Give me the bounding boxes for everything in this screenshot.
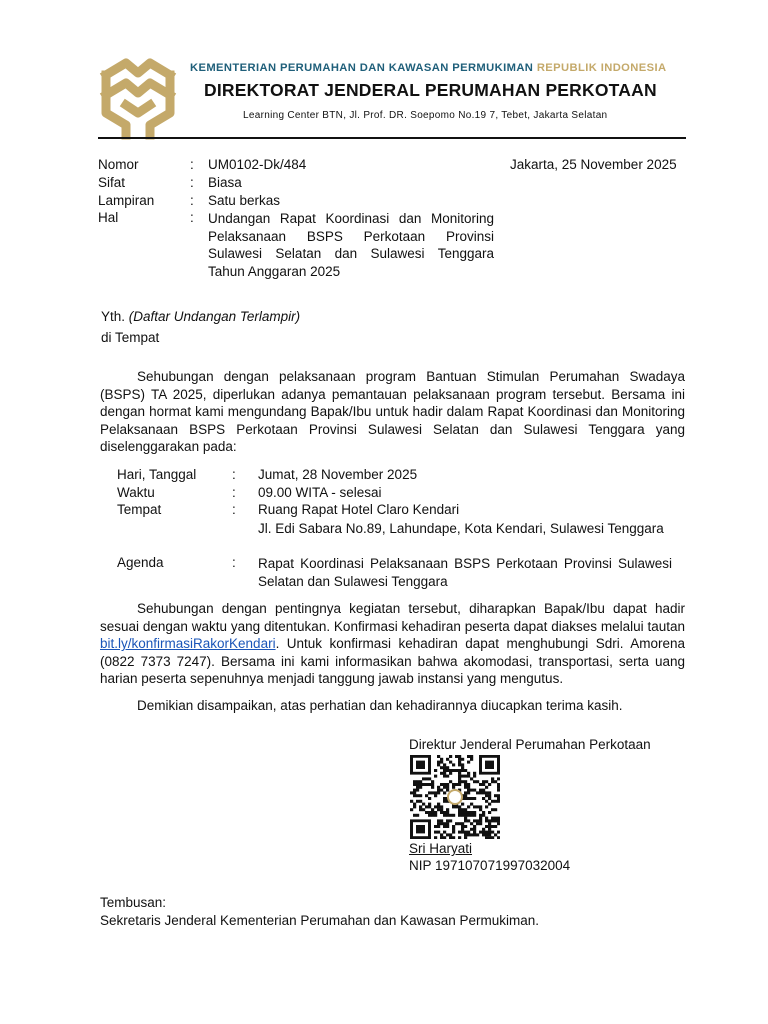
cc-heading: Tembusan: [100, 895, 167, 910]
detail-value-address: Jl. Edi Sabara No.89, Lahundape, Kota Kendari, Sulawesi Tenggara [258, 521, 664, 536]
letterhead-divider [98, 137, 686, 139]
signatory-nip: NIP 197107071997032004 [409, 858, 571, 873]
ministry-suffix: REPUBLIK INDONESIA [536, 62, 667, 74]
detail-label: Waktu [117, 485, 155, 500]
paragraph-2-text-a: Sehubungan dengan pentingnya kegiatan tersebut, diharapkan Bapak/Ibu dapat hadir sesuai dengan waktu yang ditentukan. Konfirmasi kehadiran peserta dapat diakses melalui tautan [100, 601, 685, 634]
cc-item: Sekretaris Jenderal Kementerian Perumahan dan Kawasan Permukiman. [100, 913, 539, 928]
closing-paragraph: Demikian disampaikan, atas perhatian dan kehadirannya diucapkan terima kasih. [137, 698, 623, 713]
ministry-logo [96, 55, 180, 141]
meta-value: UM0102-Dk/484 [208, 157, 307, 172]
meta-colon: : [190, 175, 194, 190]
detail-label: Hari, Tanggal [117, 467, 197, 482]
detail-label: Tempat [117, 502, 162, 517]
meta-value-subject: Undangan Rapat Koordinasi dan Monitoring Pelaksanaan BSPS Perkotaan Provinsi Sulawesi Selatan dan Sulawesi Tenggara Tahun Anggaran 2025 [208, 211, 494, 279]
meta-label: Lampiran [98, 193, 155, 208]
detail-value: Jumat, 28 November 2025 [258, 467, 418, 482]
meta-value: Satu berkas [208, 193, 281, 208]
detail-colon: : [232, 485, 236, 500]
qr-code-icon [410, 755, 500, 839]
detail-colon: : [232, 467, 236, 482]
ministry-logo-icon [96, 55, 180, 141]
body-paragraph-1: Sehubungan dengan pelaksanaan program Bantuan Stimulan Perumahan Swadaya (BSPS) TA 2025, diperlukan adanya pemantauan pelaksanaan program tersebut. Bersama ini dengan hormat kami mengundang Bapak/Ibu untuk hadir dalam Rapat Koordinasi dan Monitoring Pelaksanaan BSPS Perkotaan Provinsi Sulawesi Selatan dan Sulawesi Tenggara yang diselenggarakan pada: [100, 369, 685, 454]
meta-colon: : [190, 193, 194, 208]
detail-label: Agenda [117, 555, 164, 570]
ministry-name: KEMENTERIAN PERUMAHAN DAN KAWASAN PERMUKIMAN REPUBLIK INDONESIA [190, 62, 667, 74]
meta-label: Hal [98, 210, 119, 225]
recipient-prefix: Yth. [101, 309, 126, 324]
meta-colon: : [190, 157, 194, 172]
recipient-line [101, 309, 300, 324]
meta-colon: : [190, 210, 194, 225]
meta-label: Sifat [98, 175, 126, 190]
body-paragraph-2 [100, 600, 685, 688]
meta-value: Biasa [208, 175, 242, 190]
directorate-name: DIREKTORAT JENDERAL PERUMAHAN PERKOTAAN [204, 80, 657, 100]
detail-colon: : [232, 502, 236, 517]
detail-value: 09.00 WITA - selesai [258, 485, 382, 500]
paragraph-2-text-b: . Untuk konfirmasi kehadiran dapat menghubungi Sdri. Amorena (0822 7373 7247). Bersama ini kami informasikan bahwa akomodasi, transportasi, serta uang harian peserta sepenuhnya menjadi tanggung jawab instansi yang mengutus. [100, 636, 685, 686]
letter-date: Jakarta, 25 November 2025 [510, 157, 677, 172]
letterhead-address: Learning Center BTN, Jl. Prof. DR. Soepomo No.19 7, Tebet, Jakarta Selatan [243, 110, 608, 121]
detail-value-agenda: Rapat Koordinasi Pelaksanaan BSPS Perkotaan Provinsi Sulawesi Selatan dan Sulawesi Tenggara [258, 556, 672, 589]
detail-value: Ruang Rapat Hotel Claro Kendari [258, 502, 460, 517]
signatory-title: Direktur Jenderal Perumahan Perkotaan [409, 737, 651, 752]
meta-label: Nomor [98, 157, 139, 172]
confirmation-link[interactable]: bit.ly/konfirmasiRakorKendari [100, 636, 276, 651]
detail-colon: : [232, 555, 236, 570]
recipient-name: (Daftar Undangan Terlampir) [128, 309, 301, 324]
recipient-place: di Tempat [101, 330, 160, 345]
signatory-name: Sri Haryati [409, 841, 473, 856]
